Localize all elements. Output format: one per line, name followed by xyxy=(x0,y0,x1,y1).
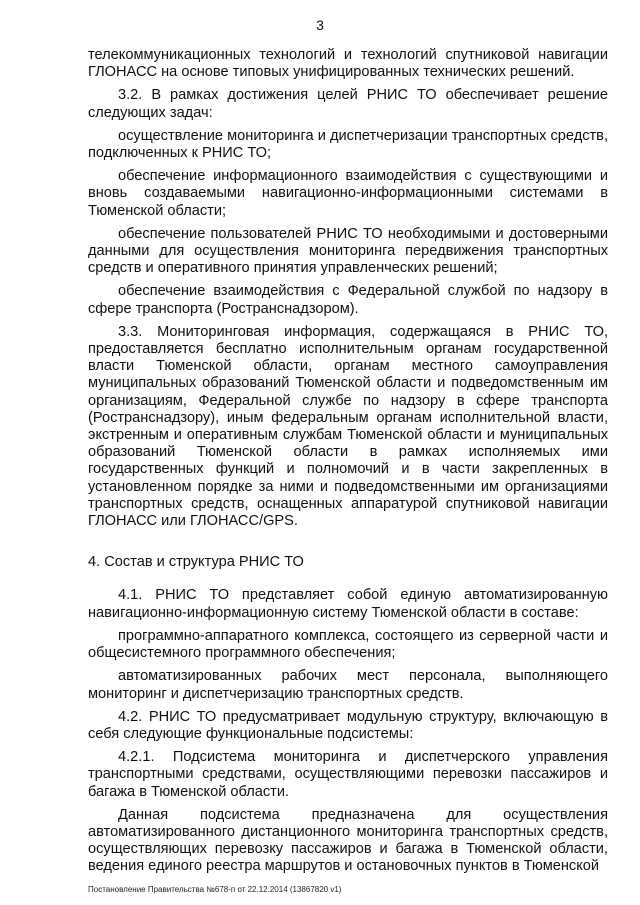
paragraph: телекоммуникационных технологий и технологий спутниковой навигации ГЛОНАСС на основе типовых унифицированных технических решений. xyxy=(88,47,608,81)
paragraph: 3.2. В рамках достижения целей РНИС ТО обеспечивает решение следующих задач: xyxy=(88,87,608,121)
paragraph: 4.2. РНИС ТО предусматривает модульную структуру, включающую в себя следующие функциональные подсистемы: xyxy=(88,708,608,742)
paragraph: 4.2.1. Подсистема мониторинга и диспетчерского управления транспортными средствами, осуществляющими перевозки пассажиров и багажа в Тюменской области. xyxy=(88,749,608,800)
paragraph: автоматизированных рабочих мест персонала, выполняющего мониторинг и диспетчеризацию транспортных средств. xyxy=(88,668,608,702)
paragraph: обеспечение пользователей РНИС ТО необходимыми и достоверными данными для осуществления мониторинга передвижения транспортных средств и оперативного принятия управленческих решений; xyxy=(88,225,608,277)
paragraph: осуществление мониторинга и диспетчеризации транспортных средств, подключенных к РНИС ТО; xyxy=(88,127,608,162)
document-body xyxy=(88,47,608,882)
paragraph: обеспечение взаимодействия с Федеральной службой по надзору в сфере транспорта (Ространснадзором). xyxy=(88,283,608,317)
document-footer: Постановление Правительства №678-п от 22.12.2014 (13867820 v1) xyxy=(88,885,342,894)
paragraph: 4.1. РНИС ТО представляет собой единую автоматизированную навигационно-информационную систему Тюменской области в составе: xyxy=(88,587,608,621)
paragraph: 3.3. Мониторинговая информация, содержащаяся в РНИС ТО, предоставляется бесплатно исполнительным органам государственной власти Тюменской области, органам местного самоуправления муниципальных образований Тюменской области и подведомственным им организациям, Федеральной службе по надзору в сфере транспорта (Ространснадзору), иным федеральным органам исполнительной власти, экстренным и оперативным службам Тюменской области и муниципальных образований Тюменской области в рамках исполняемых ими государственных функций и полномочий и в части закрепленных в установленном порядке за ними и подведомственными им организациями транспортных средств, оснащенных аппаратурой спутниковой навигации ГЛОНАСС или ГЛОНАСС/GPS. xyxy=(88,323,608,530)
paragraph: обеспечение информационного взаимодействия с существующими и вновь создаваемыми навигационно-информационными системами в Тюменской области; xyxy=(88,168,608,219)
paragraph: Данная подсистема предназначена для осуществления автоматизированного дистанционного мониторинга транспортных средств, осуществляющих перевозку пассажиров и багажа в Тюменской области, ведения единого реестра маршрутов и остановочных пунктов в Тюменской xyxy=(88,806,608,875)
section-4-paragraphs xyxy=(88,587,608,875)
page-number: 3 xyxy=(316,17,324,33)
section-3-paragraphs xyxy=(88,47,608,530)
paragraph: программно-аппаратного комплекса, состоящего из серверной части и общесистемного программного обеспечения; xyxy=(88,627,608,662)
section-heading: 4. Состав и структура РНИС ТО xyxy=(88,554,304,571)
